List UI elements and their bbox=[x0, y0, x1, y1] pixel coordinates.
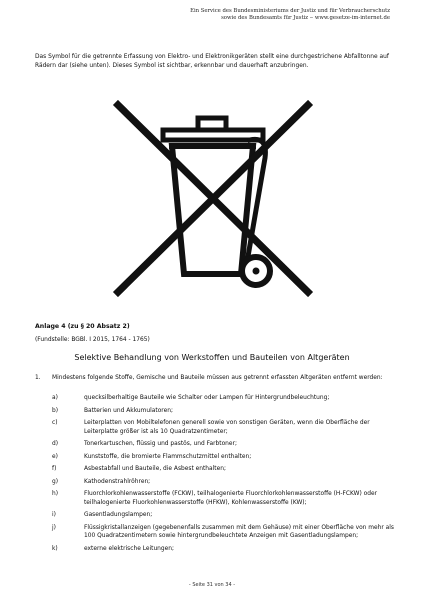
sub-item-b bbox=[52, 407, 397, 416]
sub-item-text: Flüssigkristallanzeigen (gegebenenfalls zusammen mit dem Gehäuse) mit einer Oberfläche von mehr als 100 Quadratzentimetern sowie hintergrundbeleuchtete Anzeigen mit Gasentladungslampen; bbox=[84, 524, 394, 539]
page-footer: - Seite 31 von 34 - bbox=[188, 582, 236, 588]
header-line-1: Ein Service des Bundesministeriums der Justiz und für Verbraucherschutz bbox=[190, 8, 390, 14]
sub-item-letter: c) bbox=[52, 420, 58, 426]
sub-item-letter: d) bbox=[52, 441, 59, 447]
page-header bbox=[90, 8, 390, 22]
sub-item-text: Kunststoffe, die bromierte Flammschutzmittel enthalten; bbox=[84, 453, 252, 460]
sub-item-text: Leiterplatten von Mobiltelefonen generell sowie von sonstigen Geräten, wenn die Oberfläche der Leiterplatte größer ist als 10 Quadratzentimeter; bbox=[84, 420, 370, 435]
sub-item-j bbox=[52, 524, 397, 541]
sub-item-d bbox=[52, 440, 397, 449]
sub-item-letter: k) bbox=[52, 545, 58, 552]
sub-item-letter: h) bbox=[52, 491, 59, 497]
sub-item-c bbox=[52, 419, 397, 436]
sub-item-letter: f) bbox=[52, 466, 57, 472]
sub-item-text: Gasentladungslampen; bbox=[84, 512, 153, 518]
sub-item-g bbox=[52, 478, 397, 487]
sub-item-i bbox=[52, 511, 397, 520]
anlage-heading: Anlage 4 (zu § 20 Absatz 2) bbox=[35, 323, 130, 330]
sub-item-h bbox=[52, 490, 397, 507]
sub-item-text: externe elektrische Leitungen; bbox=[84, 545, 174, 552]
list-item-text: Mindestens folgende Stoffe, Gemische und Bauteile müssen aus getrennt erfassten Altgeräten entfernt werden: bbox=[52, 375, 383, 381]
sub-item-text: Tonerkartuschen, flüssig und pastös, und Farbtoner; bbox=[84, 441, 237, 447]
sub-item-letter: g) bbox=[52, 478, 59, 485]
sub-item-text: Fluorchlorkohlenwasserstoffe (FCKW), teilhalogenierte Fluorchlorkohlenwasserstoffe (H-FCKW) oder teilhalogenierte Fluorkohlenwasserstoffe (HFKW), Kohlenwasserstoffe (KW); bbox=[84, 491, 378, 506]
sub-item-letter: b) bbox=[52, 407, 59, 414]
fundstelle-note: (Fundstelle: BGBl. I 2015, 1764 - 1765) bbox=[35, 337, 150, 343]
sub-item-text: Asbestabfall und Bauteile, die Asbest enthalten; bbox=[84, 466, 226, 472]
sub-item-text: Kathodenstrahlröhren; bbox=[84, 478, 151, 485]
sub-item-a bbox=[52, 394, 397, 403]
sub-item-text: Batterien und Akkumulatoren; bbox=[84, 407, 173, 414]
sub-item-letter: i) bbox=[52, 512, 56, 518]
sub-item-letter: a) bbox=[52, 395, 58, 401]
sub-item-letter: e) bbox=[52, 453, 58, 460]
header-line-2: sowie des Bundesamts für Justiz ‒ www.gesetze-im-internet.de bbox=[221, 15, 390, 21]
sub-item-f bbox=[52, 465, 397, 474]
intro-paragraph: Das Symbol für die getrennte Erfassung von Elektro- und Elektronikgeräten stellt eine durchgestrichene Abfalltonne auf Rädern dar (siehe unten). Dieses Symbol ist sichtbar, erkennbar und dauerhaft anzubringen. bbox=[35, 54, 389, 69]
crossed-out-wheeled-bin-icon bbox=[0, 100, 424, 300]
sub-item-list bbox=[52, 394, 397, 557]
sub-item-e bbox=[52, 453, 397, 462]
sub-item-k bbox=[52, 545, 397, 554]
section-title: Selektive Behandlung von Werkstoffen und Bauteilen von Altgeräten bbox=[74, 353, 350, 362]
list-item-number: 1. bbox=[35, 375, 41, 381]
sub-item-letter: j) bbox=[52, 524, 56, 531]
sub-item-text: quecksilberhaltige Bauteile wie Schalter oder Lampen für Hintergrundbeleuchtung; bbox=[84, 395, 330, 401]
